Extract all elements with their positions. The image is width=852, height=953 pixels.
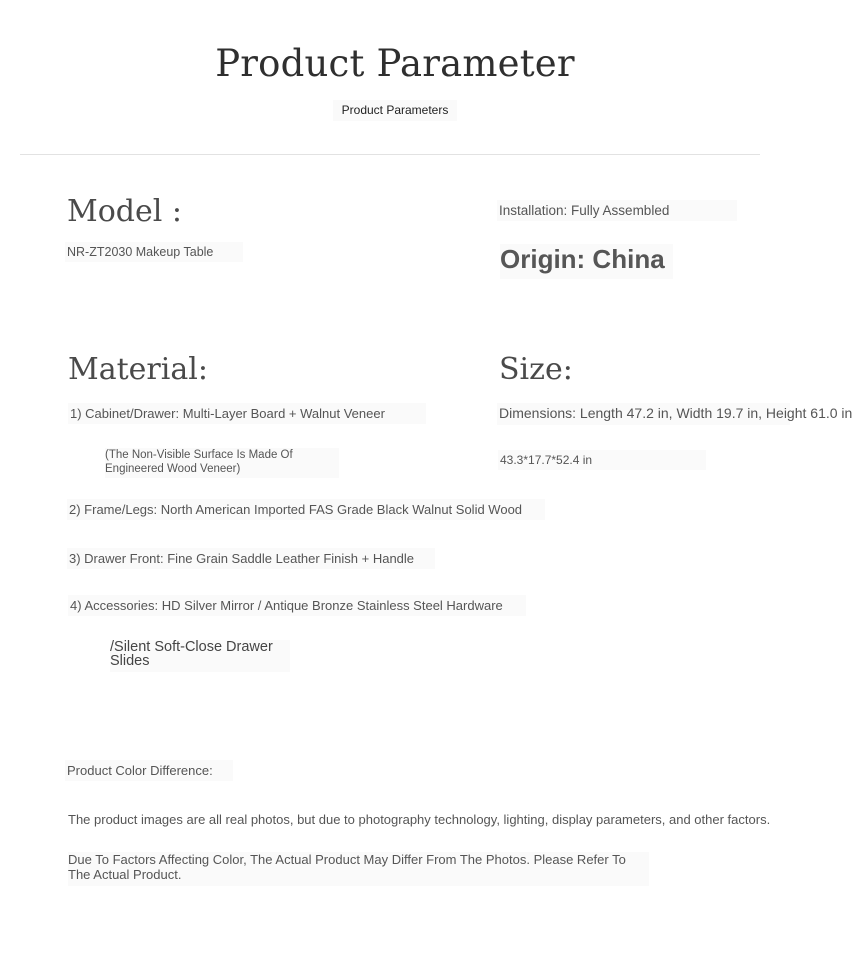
material-item-2: 2) Frame/Legs: North American Imported FAS Grade Black Walnut Solid Wood (67, 499, 545, 520)
model-heading: Model : (67, 194, 182, 229)
material-heading: Material: (68, 352, 208, 387)
size-compact: 43.3*17.7*52.4 in (498, 450, 706, 470)
model-value: NR-ZT2030 Makeup Table (65, 242, 243, 262)
size-heading: Size: (499, 352, 573, 387)
material-item-1-note: (The Non-Visible Surface Is Made Of Engineered Wood Veneer) (105, 448, 339, 478)
material-item-4-note: /Silent Soft-Close Drawer Slides (110, 640, 290, 672)
origin-text: Origin: China (500, 244, 673, 279)
size-dimensions-box (497, 403, 852, 425)
color-note-heading: Product Color Difference: (65, 760, 233, 781)
page-title: Product Parameter (215, 42, 575, 85)
page-subtitle: Product Parameters (333, 100, 457, 121)
material-item-1: 1) Cabinet/Drawer: Multi-Layer Board + Walnut Veneer (68, 403, 426, 424)
material-item-4: 4) Accessories: HD Silver Mirror / Antique Bronze Stainless Steel Hardware (68, 595, 526, 616)
color-note-line-2: Due To Factors Affecting Color, The Actual Product May Differ From The Photos. Please Refer To The Actual Product. (68, 852, 649, 886)
size-dimensions: Dimensions: Length 47.2 in, Width 19.7 in, Height 61.0 in (499, 405, 852, 421)
material-item-3: 3) Drawer Front: Fine Grain Saddle Leather Finish + Handle (67, 548, 435, 569)
color-note-line-1: The product images are all real photos, but due to photography technology, lighting, display parameters, and other factors. (68, 812, 771, 827)
divider (20, 154, 760, 155)
installation-text: Installation: Fully Assembled (497, 200, 737, 221)
